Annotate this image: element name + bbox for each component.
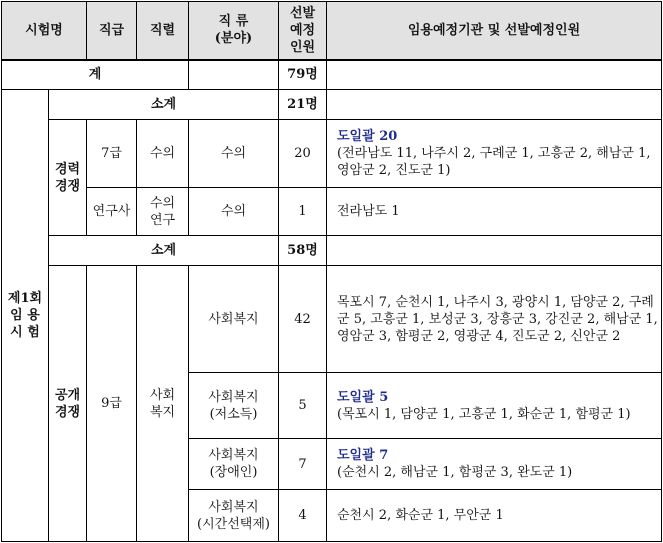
header-count-line1: 선발 — [289, 5, 316, 21]
open-row-disabled-highlight: 도일괄 7 — [337, 448, 389, 463]
open-row-lowincome-category-line2: (저소득) — [209, 406, 258, 422]
exam-round-line3: 시 험 — [10, 325, 40, 340]
open-series-line1: 사회 — [149, 387, 176, 403]
open-grade: 9급 — [87, 266, 137, 542]
open-row-welfare-agencies: 목포시 7, 순천시 1, 나주시 3, 광양시 1, 담양군 2, 구례군 5, 고흥군 1, 보성군 3, 장흥군 3, 강진군 2, 해남군 1, 영암군 3, 함평군 2, 영광군 4, 진도군 2, 신안군 2 — [327, 266, 662, 373]
open-row-parttime-category — [189, 490, 279, 542]
open-row-disabled-count: 7 — [279, 439, 327, 490]
header-row — [2, 2, 662, 60]
open-row-lowincome-detail: (목포시 1, 담양군 1, 고흥군 1, 화순군 1, 함평군 1) — [337, 406, 631, 422]
open-subtotal-label: 소계 — [49, 236, 279, 266]
exam-round-cell — [2, 90, 49, 542]
career-row-7 — [2, 120, 662, 188]
open-row-parttime-agencies: 순천시 2, 화순군 1, 무안군 1 — [327, 490, 662, 542]
header-count-line3: 인원 — [289, 39, 316, 55]
header-exam-name: 시험명 — [2, 2, 87, 60]
career-row-researcher-series-line1: 수의 — [149, 195, 176, 211]
career-subtotal-label: 소계 — [49, 90, 279, 120]
open-row-lowincome-highlight: 도일괄 5 — [337, 389, 389, 405]
career-type-line2: 경쟁 — [54, 178, 81, 194]
exam-round-line2: 임 용 — [10, 308, 40, 323]
open-subtotal-row — [2, 236, 662, 266]
header-category-line1: 직 류 — [218, 14, 249, 30]
open-row-parttime-category-line2: (시간선택제) — [197, 516, 270, 532]
career-subtotal-count: 21명 — [279, 90, 327, 120]
total-empty-agencies — [327, 60, 662, 90]
recruitment-table — [1, 1, 662, 542]
open-subtotal-count: 58명 — [279, 236, 327, 266]
open-series — [137, 266, 189, 542]
career-row-researcher-agencies: 전라남도 1 — [327, 188, 662, 236]
open-row-welfare-count: 42 — [279, 266, 327, 373]
career-row-7-highlight: 도일괄 20 — [337, 129, 398, 144]
career-row-researcher — [2, 188, 662, 236]
open-row-lowincome-agencies — [327, 373, 662, 439]
career-type-line1: 경력 — [54, 161, 81, 177]
open-row-disabled-detail: (순천시 2, 해남군 1, 함평군 3, 완도군 1) — [337, 465, 573, 480]
career-row-researcher-count: 1 — [279, 188, 327, 236]
header-agencies: 임용예정기관 및 선발예정인원 — [327, 2, 662, 60]
header-grade: 직급 — [87, 2, 137, 60]
open-type-cell — [49, 266, 87, 542]
career-row-researcher-category: 수의 — [189, 188, 279, 236]
career-row-researcher-grade: 연구사 — [87, 188, 137, 236]
career-row-7-category: 수의 — [189, 120, 279, 188]
open-row-disabled-category-line1: 사회복지 — [208, 448, 259, 463]
career-row-researcher-series-line2: 연구 — [149, 212, 176, 228]
open-row-parttime-count: 4 — [279, 490, 327, 542]
open-series-line2: 복지 — [149, 404, 176, 420]
open-row-lowincome-category-line1: 사회복지 — [208, 389, 259, 405]
open-row-welfare-category: 사회복지 — [189, 266, 279, 373]
career-subtotal-empty — [327, 90, 662, 120]
career-subtotal-row — [2, 90, 662, 120]
open-subtotal-empty — [327, 236, 662, 266]
header-count — [279, 2, 327, 60]
exam-round-line1: 제1회 — [7, 291, 43, 306]
career-row-7-agencies — [327, 120, 662, 188]
career-row-7-series: 수의 — [137, 120, 189, 188]
open-type-line1: 공개 — [54, 387, 81, 403]
header-category-line2: (분야) — [214, 31, 253, 47]
total-empty-category — [189, 60, 279, 90]
career-row-7-detail: (전라남도 11, 나주시 2, 구례군 1, 고흥군 2, 해남군 1, 영암군 2, 진도군 1) — [337, 146, 651, 178]
open-row-disabled-category-line2: (장애인) — [209, 465, 258, 480]
open-row-parttime-category-line1: 사회복지 — [208, 499, 259, 515]
total-label: 계 — [2, 60, 189, 90]
career-row-researcher-series — [137, 188, 189, 236]
open-row-lowincome-count: 5 — [279, 373, 327, 439]
open-row-disabled-category — [189, 439, 279, 490]
total-count: 79명 — [279, 60, 327, 90]
total-row — [2, 60, 662, 90]
career-row-7-count: 20 — [279, 120, 327, 188]
open-row-disabled-agencies — [327, 439, 662, 490]
header-category — [189, 2, 279, 60]
career-type-cell — [49, 120, 87, 236]
open-type-line2: 경쟁 — [54, 404, 81, 420]
header-count-line2: 예정 — [289, 22, 316, 38]
header-series: 직렬 — [137, 2, 189, 60]
career-row-7-grade: 7급 — [87, 120, 137, 188]
open-row-lowincome-category — [189, 373, 279, 439]
open-row-welfare — [2, 266, 662, 373]
